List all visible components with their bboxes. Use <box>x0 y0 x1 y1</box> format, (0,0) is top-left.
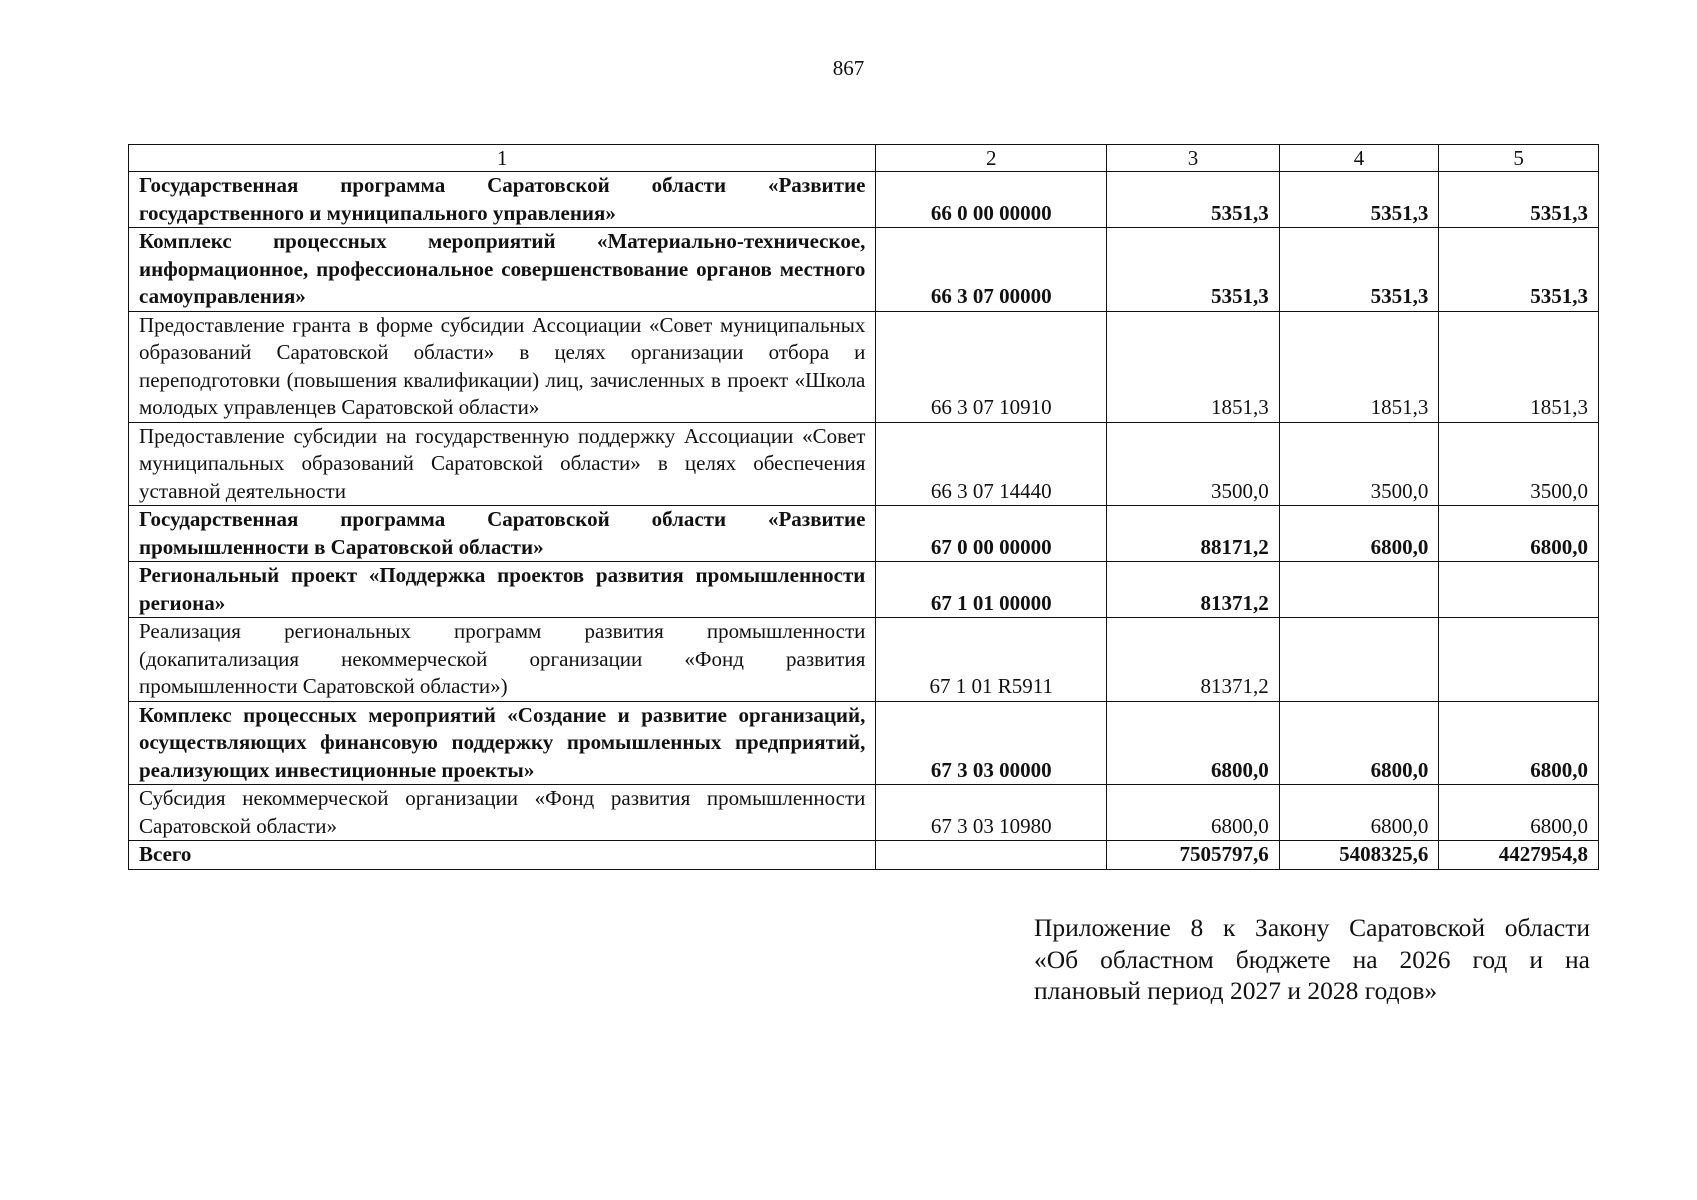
row-value-2028 <box>1439 562 1599 618</box>
row-value-2028: 6800,0 <box>1439 701 1599 785</box>
row-description: Субсидия некоммерческой организации «Фонд развития промышленности Саратовской области» <box>129 785 876 841</box>
table-header-row <box>129 145 1599 172</box>
row-code: 67 3 03 00000 <box>876 701 1107 785</box>
row-code: 66 0 00 00000 <box>876 172 1107 228</box>
table-row <box>129 701 1599 785</box>
row-value-2027: 5351,3 <box>1279 172 1439 228</box>
row-value-2026: 88171,2 <box>1107 506 1280 562</box>
row-value-2027: 5351,3 <box>1279 228 1439 312</box>
row-code <box>876 841 1107 870</box>
row-value-2028: 1851,3 <box>1439 311 1599 422</box>
table-row <box>129 618 1599 702</box>
table-row <box>129 422 1599 506</box>
row-value-2026: 5351,3 <box>1107 172 1280 228</box>
row-code: 66 3 07 10910 <box>876 311 1107 422</box>
table-row <box>129 228 1599 312</box>
total-label: Всего <box>129 841 876 870</box>
row-value-2028: 6800,0 <box>1439 506 1599 562</box>
table-row <box>129 506 1599 562</box>
row-value-2028: 3500,0 <box>1439 422 1599 506</box>
row-description: Государственная программа Саратовской области «Развитие государственного и муниципального управления» <box>129 172 876 228</box>
row-value-2026: 3500,0 <box>1107 422 1280 506</box>
row-value-2028 <box>1439 618 1599 702</box>
table-row <box>129 785 1599 841</box>
table-row <box>129 172 1599 228</box>
row-value-2027: 1851,3 <box>1279 311 1439 422</box>
row-description: Государственная программа Саратовской области «Развитие промышленности в Саратовской области» <box>129 506 876 562</box>
row-value-2027: 6800,0 <box>1279 785 1439 841</box>
row-value-2026: 6800,0 <box>1107 785 1280 841</box>
row-description: Предоставление гранта в форме субсидии Ассоциации «Совет муниципальных образований Саратовской области» в целях организации отбора и переподготовки (повышения квалификации) лиц, зачисленных в проект «Школа молодых управленцев Саратовской области» <box>129 311 876 422</box>
column-header: 4 <box>1279 145 1439 172</box>
total-value-2027: 5408325,6 <box>1279 841 1439 870</box>
row-value-2026: 6800,0 <box>1107 701 1280 785</box>
column-header: 5 <box>1439 145 1599 172</box>
table-total-row <box>129 841 1599 870</box>
table-row <box>129 562 1599 618</box>
row-value-2028: 5351,3 <box>1439 172 1599 228</box>
row-description: Комплекс процессных мероприятий «Создание и развитие организаций, осуществляющих финансовую поддержку промышленных предприятий, реализующих инвестиционные проекты» <box>129 701 876 785</box>
column-header: 1 <box>129 145 876 172</box>
budget-table <box>128 144 1599 870</box>
row-value-2026: 81371,2 <box>1107 618 1280 702</box>
row-value-2026: 81371,2 <box>1107 562 1280 618</box>
table-row <box>129 311 1599 422</box>
column-header: 3 <box>1107 145 1280 172</box>
row-code: 67 1 01 R5911 <box>876 618 1107 702</box>
row-code: 67 1 01 00000 <box>876 562 1107 618</box>
appendix-line: Приложение 8 к Закону Саратовской области <box>1034 913 1590 942</box>
row-code: 66 3 07 14440 <box>876 422 1107 506</box>
row-value-2028: 6800,0 <box>1439 785 1599 841</box>
appendix-heading <box>1034 912 1590 1007</box>
row-code: 67 3 03 10980 <box>876 785 1107 841</box>
row-code: 67 0 00 00000 <box>876 506 1107 562</box>
row-description: Предоставление субсидии на государственную поддержку Ассоциации «Совет муниципальных образований Саратовской области» в целях обеспечения уставной деятельности <box>129 422 876 506</box>
appendix-line: «Об областном бюджете на 2026 год и на <box>1034 944 1590 974</box>
row-value-2027: 6800,0 <box>1279 506 1439 562</box>
row-value-2027 <box>1279 562 1439 618</box>
row-value-2027: 6800,0 <box>1279 701 1439 785</box>
row-description: Реализация региональных программ развития промышленности (докапитализация некоммерческой организации «Фонд развития промышленности Саратовской области») <box>129 618 876 702</box>
row-value-2027: 3500,0 <box>1279 422 1439 506</box>
page-number: 867 <box>832 56 865 80</box>
row-value-2028: 5351,3 <box>1439 228 1599 312</box>
row-value-2026: 5351,3 <box>1107 228 1280 312</box>
row-value-2027 <box>1279 618 1439 702</box>
total-value-2028: 4427954,8 <box>1439 841 1599 870</box>
appendix-line: плановый период 2027 и 2028 годов» <box>1034 976 1438 1005</box>
total-value-2026: 7505797,6 <box>1107 841 1280 870</box>
row-value-2026: 1851,3 <box>1107 311 1280 422</box>
row-code: 66 3 07 00000 <box>876 228 1107 312</box>
row-description: Комплекс процессных мероприятий «Материально-техническое, информационное, профессиональное совершенствование органов местного самоуправления» <box>129 228 876 312</box>
column-header: 2 <box>876 145 1107 172</box>
row-description: Региональный проект «Поддержка проектов развития промышленности региона» <box>129 562 876 618</box>
